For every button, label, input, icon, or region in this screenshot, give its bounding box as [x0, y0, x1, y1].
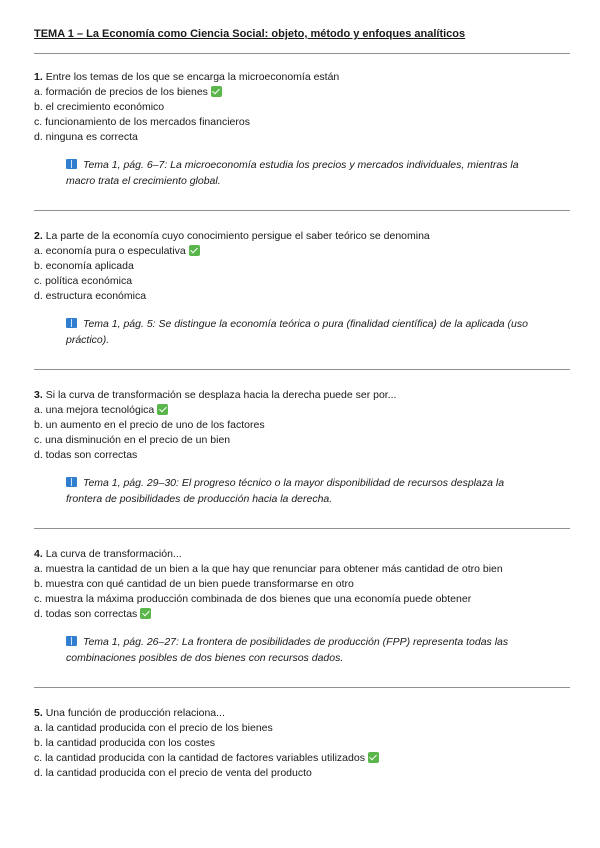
- question-stem: [34, 70, 566, 85]
- answer-option-label: c. una disminución en el precio de un bien: [34, 434, 231, 446]
- question-number: 2.: [34, 230, 43, 242]
- reference-note-text: Tema 1, pág. 6–7: La microeconomía estudia los precios y mercados individuales, mientras la macro trata el crecimiento global.: [66, 159, 519, 187]
- question-block: [34, 370, 566, 507]
- reference-note-text: Tema 1, pág. 5: Se distingue la economía teórica o pura (finalidad científica) de la aplicada (uso práctico).: [66, 318, 528, 346]
- question-text: Si la curva de transformación se desplaza hacia la derecha puede ser por...: [45, 389, 397, 401]
- reference-note-text: Tema 1, pág. 26–27: La frontera de posibilidades de producción (FPP) representa todas las combinaciones posibles de dos bienes con recursos dados.: [66, 636, 509, 664]
- answer-option: [34, 448, 566, 463]
- reference-note: [66, 475, 566, 507]
- answer-option-label: b. muestra con qué cantidad de un bien puede transformarse en otro: [34, 578, 354, 590]
- answer-option-label: a. una mejora tecnológica: [34, 404, 155, 416]
- check-mark-icon: [211, 86, 222, 97]
- page-title: TEMA 1 – La Economía como Ciencia Social: objeto, método y enfoques analíticos: [34, 28, 466, 40]
- answer-option-label: d. la cantidad producida con el precio de venta del producto: [34, 767, 312, 779]
- book-icon: [66, 477, 77, 487]
- answer-option: [34, 85, 566, 100]
- question-stem: [34, 547, 566, 562]
- answer-option: [34, 289, 566, 304]
- answer-option-label: c. la cantidad producida con la cantidad de factores variables utilizados: [34, 752, 365, 764]
- check-mark-icon: [368, 752, 379, 763]
- answer-option: [34, 577, 566, 592]
- question-text: La parte de la economía cuyo conocimiento persigue el saber teórico se denomina: [45, 230, 430, 242]
- book-icon: [66, 159, 77, 169]
- question-text: Una función de producción relaciona...: [45, 707, 225, 719]
- answer-option-label: d. todas son correctas: [34, 608, 138, 620]
- question-block: [34, 688, 566, 781]
- question-number: 4.: [34, 548, 43, 560]
- answer-option-label: c. política económica: [34, 275, 133, 287]
- answer-option: [34, 736, 566, 751]
- question-stem: [34, 229, 566, 244]
- answer-option: [34, 721, 566, 736]
- answer-option: [34, 403, 566, 418]
- check-mark-icon: [157, 404, 168, 415]
- reference-note: [66, 157, 566, 189]
- answer-option: [34, 751, 566, 766]
- check-mark-icon: [189, 245, 200, 256]
- answer-option-label: a. formación de precios de los bienes: [34, 86, 208, 98]
- answer-option: [34, 418, 566, 433]
- spacer: [34, 189, 566, 210]
- answer-option: [34, 259, 566, 274]
- question-number: 5.: [34, 707, 43, 719]
- spacer: [34, 348, 566, 369]
- answer-option: [34, 244, 566, 259]
- answer-option-label: a. muestra la cantidad de un bien a la que hay que renunciar para obtener más cantidad de otro bien: [34, 563, 503, 575]
- book-icon: [66, 318, 77, 328]
- answer-option-label: b. un aumento en el precio de uno de los factores: [34, 419, 265, 431]
- answer-option-label: a. la cantidad producida con el precio de los bienes: [34, 722, 273, 734]
- answer-option-label: a. economía pura o especulativa: [34, 245, 186, 257]
- reference-note-text: Tema 1, pág. 29–30: El progreso técnico o la mayor disponibilidad de recursos desplaza la frontera de posibilidades de producción hacia la derecha.: [66, 477, 505, 505]
- answer-option: [34, 130, 566, 145]
- question-text: Entre los temas de los que se encarga la microeconomía están: [45, 71, 340, 83]
- question-number: 3.: [34, 389, 43, 401]
- answer-option-label: d. todas son correctas: [34, 449, 138, 461]
- answer-option: [34, 562, 566, 577]
- reference-note: [66, 634, 566, 666]
- question-block: [34, 211, 566, 348]
- answer-option-label: c. muestra la máxima producción combinada de dos bienes que una economía puede obtener: [34, 593, 472, 605]
- answer-option: [34, 592, 566, 607]
- answer-option: [34, 766, 566, 781]
- book-icon: [66, 636, 77, 646]
- question-block: [34, 54, 566, 189]
- answer-option: [34, 607, 566, 622]
- spacer: [34, 666, 566, 687]
- question-stem: [34, 388, 566, 403]
- answer-option-label: c. funcionamiento de los mercados financieros: [34, 116, 250, 128]
- question-block: [34, 529, 566, 666]
- answer-option: [34, 115, 566, 130]
- spacer: [34, 507, 566, 528]
- question-text: La curva de transformación...: [45, 548, 182, 560]
- question-list: [34, 54, 566, 781]
- answer-option-label: d. estructura económica: [34, 290, 147, 302]
- reference-note: [66, 316, 566, 348]
- question-stem: [34, 706, 566, 721]
- question-number: 1.: [34, 71, 43, 83]
- answer-option-label: b. la cantidad producida con los costes: [34, 737, 215, 749]
- answer-option: [34, 100, 566, 115]
- answer-option-label: b. economía aplicada: [34, 260, 134, 272]
- answer-option-label: d. ninguna es correcta: [34, 131, 138, 143]
- answer-option-label: b. el crecimiento económico: [34, 101, 165, 113]
- answer-option: [34, 274, 566, 289]
- check-mark-icon: [140, 608, 151, 619]
- answer-option: [34, 433, 566, 448]
